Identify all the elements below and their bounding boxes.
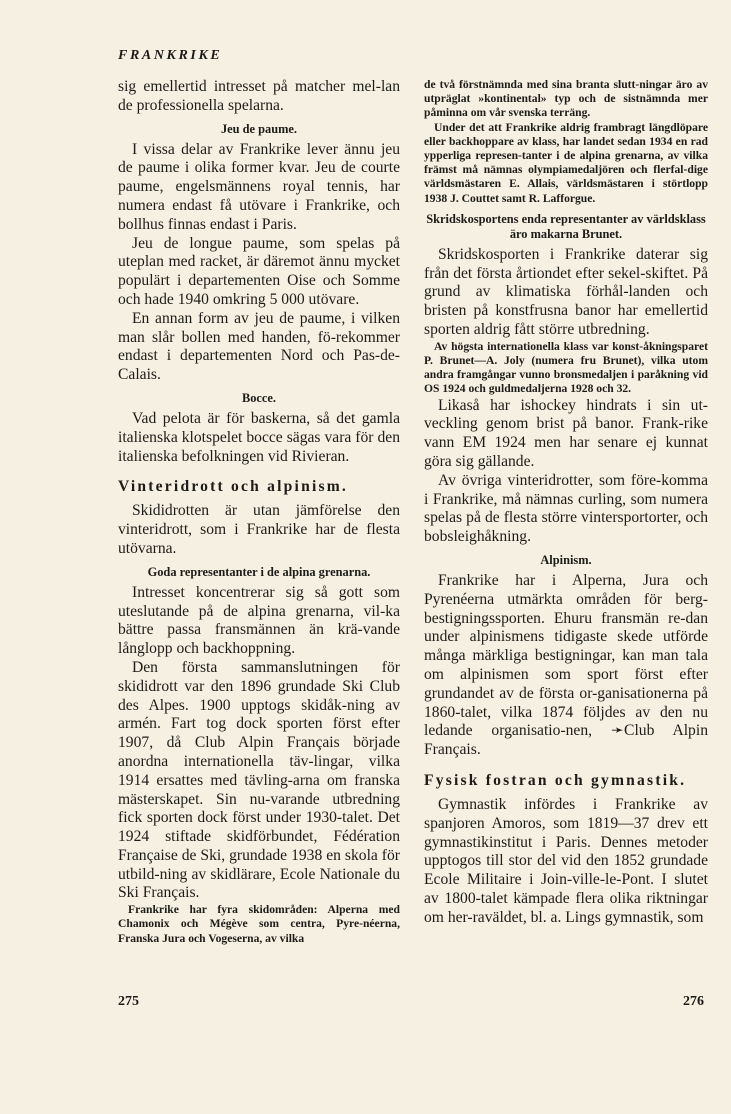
page-number-left: 275 [118,994,139,1009]
paragraph: Vad pelota är för baskerna, så det gamla italienska klotspelet bocce sägas vara för den italienska befolkningen vid Rivieran. [118,409,400,465]
small-paragraph: de två förstnämnda med sina branta slutt-ningar äro av utpräglat »kontinental» typ och de sistnämnda mer påminna om vår svenska terräng. [424,78,708,120]
paragraph: Likaså har ishockey hindrats i sin ut-veckling genom brist på banor. Frank-rike vann EM 1924 men har senare ej kunnat göra sig gällande. [424,396,708,471]
paragraph: sig emellertid intresset på matcher mel-lan de professionella spelarna. [118,78,400,114]
subheading-jeu-de-paume: Jeu de paume. [220,121,298,136]
paragraph: Den första sammanslutningen för skididrott var den 1896 grundade Ski Club des Alpes. 1900 upptogs skidåk-ning av armén. Fart tog dock sporten först efter 1907, då Club Alpin Français började anordna internationella täv-lingar, vilka 1914 ersattes med tävling-arna om franska mästerskapet. Sin nu-varande utbredning fick sporten dock först under 1930-talet. Det 1924 stiftade skidförbundet, Fédération Française de Ski, grundade 1938 en skola för utbild-ning av skidlärare, Ecole Nationale du Ski Français. [118,658,400,902]
paragraph: Skididrotten är utan jämförelse den vinteridrott, som i Frankrike har de flesta utövarna. [118,502,400,557]
page-number-right: 276 [683,994,704,1009]
right-column [424,78,708,928]
subheading-goda-representanter: Goda representanter i de alpina grenarna. [147,564,371,579]
paragraph: Frankrike har i Alperna, Jura och Pyrenéerna utmärkta områden för berg-bestigningssporten. Ehuru fransmän re-dan under alpinismens tidigaste skede utförde många märkliga bestigningar, kan man tala om alpinismen som sport först efter grundandet av de första or-ganisationerna på 1860-talet, vilka 1874 följdes av den nu ledande organisatio-nen, ➛Club Alpin Français. [424,572,708,759]
paragraph: Jeu de longue paume, som spelas på uteplan med racket, är däremot ännu mycket populärt i departementen Oise och Somme och hade 1940 omkring 5 000 utövare. [118,234,400,308]
paragraph: En annan form av jeu de paume, i vilken man slår bollen med handen, fö-rekommer endast i departementen Nord och Pas-de-Calais. [118,309,400,384]
section-heading-fysisk-fostran: Fysisk fostran och gymnastik. [424,771,687,789]
small-paragraph: Under det att Frankrike aldrig frambragt längdlöpare eller backhoppare av klass, har landet sedan 1934 en rad ypperliga represen-tanter i de alpina grenarna, av vilka främst må nämnas olympiamedaljören och flerfal-dige världsmästaren E. Allais, världsmästaren i störtlopp 1938 J. Couttet samt R. Lafforgue. [424,120,708,205]
paragraph: Intresset koncentrerar sig så gott som uteslutande på de alpina grenarna, vil-ka bättre passa fransmännen än krä-vande långlopp och backhoppning. [118,583,400,658]
paragraph: Av övriga vinteridrotter, som före-komma i Frankrike, må nämnas curling, som numera spelas på de flesta större vintersportorter, och bobsleighåkning. [424,471,708,546]
small-paragraph: Av högsta internationella klass var konst-åkningsparet P. Brunet—A. Joly (numera fru Brunet), vilka utom andra framgångar vunno bronsmedaljen i paråkning vid OS 1924 och guldmedaljerna 1928 och 32. [424,339,708,396]
running-header: FRANKRIKE [118,48,223,63]
left-column [118,78,400,946]
subheading-alpinism: Alpinism. [540,553,592,567]
subheading-bocce: Bocce. [241,390,277,405]
paragraph: Skridskosporten i Frankrike daterar sig från det första årtiondet efter sekel-skiftet. På grund av klimatiska förhål-landen och bristen på konstfrusna banor har emellertid sporten aldrig fått större utbredning. [424,245,708,339]
small-paragraph: Frankrike har fyra skidområden: Alperna med Chamonix och Mégève som centra, Pyre-néerna, Franska Jura och Vogeserna, av vilka [118,903,400,945]
subheading-skridsko: Skridskosportens enda representanter av världsklass äro makarna Brunet. [426,211,706,241]
paragraph: I vissa delar av Frankrike lever ännu jeu de paume i olika former kvar. Jeu de courte paume, engelsmännens royal tennis, har numera endast få utövare i Frankrike, och bollhus finnas endast i Paris. [118,140,400,233]
paragraph: Gymnastik infördes i Frankrike av spanjoren Amoros, som 1819—37 drev ett gymnastikinstitut i Paris. Dennes metoder upptogos till stor del vid den 1852 grundade Ecole Militaire i Join-ville-le-Pont. I slutet av 1800-talet kämpade flera olika riktningar om her-raväldet, bl. a. Lings gymnastik, som [424,795,708,926]
section-heading-vinteridrott: Vinteridrott och alpinism. [118,478,349,496]
